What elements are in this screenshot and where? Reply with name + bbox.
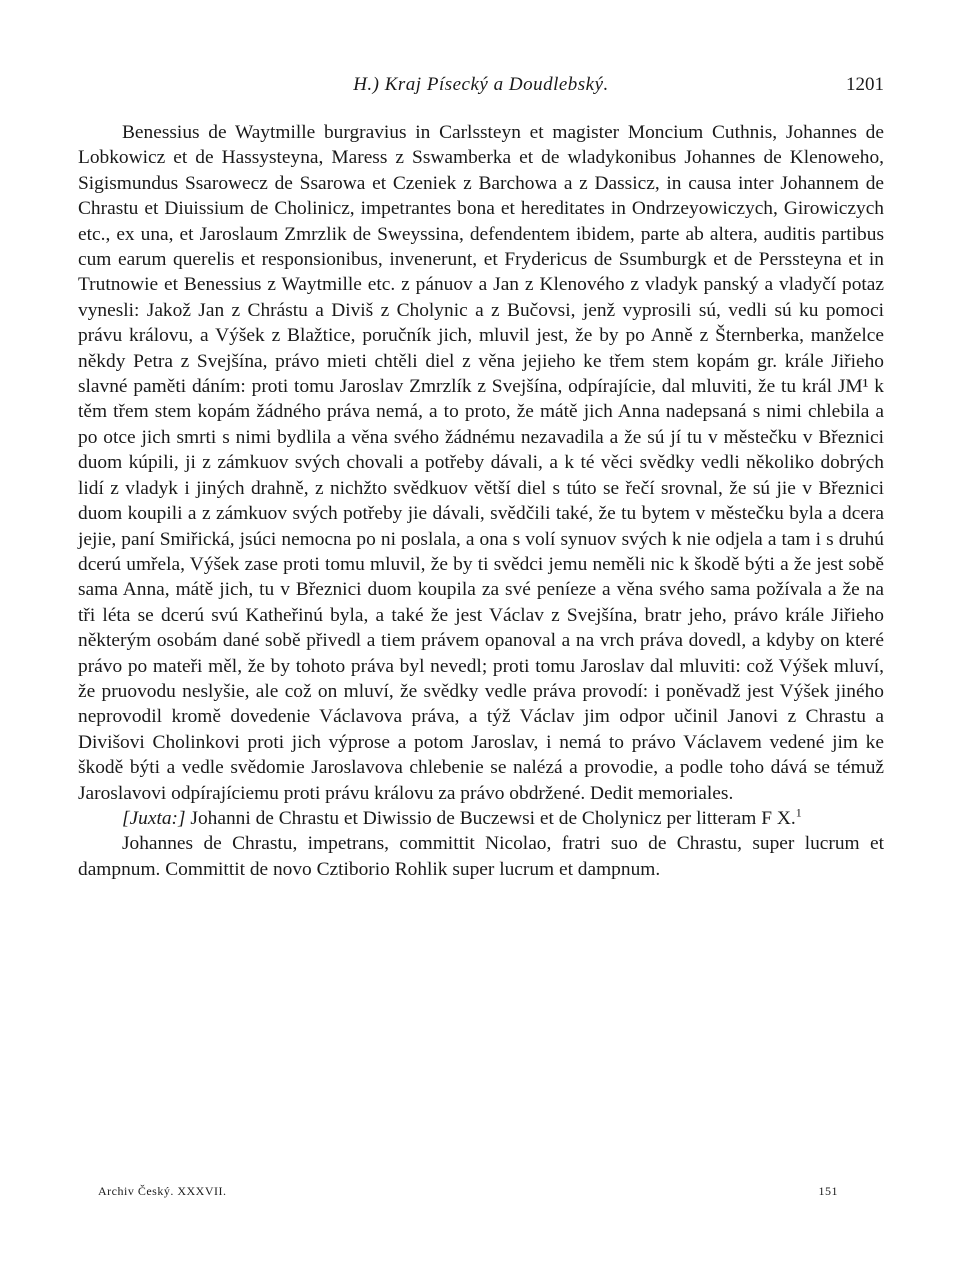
- paragraph-juxta: [78, 806, 884, 831]
- page-footer: [98, 1184, 838, 1204]
- sheet-number: 151: [818, 1184, 838, 1198]
- juxta-label: [Juxta:]: [122, 807, 186, 829]
- body-text: [78, 120, 884, 882]
- header-title: H.) Kraj Písecký a Doudlebský.: [353, 74, 609, 95]
- paragraph-verdict: Benessius de Waytmille burgravius in Carlssteyn et magister Moncium Cuthnis, Johannes de Lobkowicz et de Hassysteyna, Maress z Sswamberka et de wladykonibus Johannes de Klenoweho, Sigismundus Ssarowecz de Ssarowa et Czeniek z Barchowa a z Dassicz, in causa inter Johannem de Chrastu et Diuissium de Cholinicz, impetrantes bona et hereditates in Ondrzeyowiczych, Girowiczych etc., ex una, et Jaroslaum Zmrzlik de Sweyssina, defendentem ibidem, parte ab altera, auditis partibus cum earum querelis et responsionibus, invenerunt, et Frydericus de Ssumburgk et de Perssteyna et in Trutnowie et Benessius z Waytmille etc. z pánuov a Jan z Klenového z vladyk panský a vladyčí potaz vynesli: Jakož Jan z Chrástu a Diviš z Cholynic a z Bučovsi, jenž vyprosili sú, vedli sú ku pomoci právu královu, a Výšek z Blažtice, poručník jich, mluvil jest, že by po Anně z Šternberka, manželce někdy Petra z Svejšína, právo mieti chtěli diel z věna jejieho ke třem stem kopám gr. krále Jiřieho slavné paměti dáním: proti tomu Jaroslav Zmrzlík z Svejšína, odpírajície, dal mluviti, že tu král JM¹ k těm třem stem kopám žádného práva nemá, a to proto, že mátě jich Anna nadepsaná s nimi chlebila a po otce jich smrti s nimi bydlila a věna svého žádnému nezavadila a že sú jí tu v městečku v Březnici duom kúpili, ji z zámkuov svých chovali a potřeby dávali, a k té věci svědky vedli několiko dobrých lidí z vladyk i jiných drahně, z nichžto svědkuov větší diel s túto se řečí srovnal, že sú jie v Březnici duom koupili a z zámkuov svých potřeby jie dávali, svědčili také, že tu bytem v městečku byla a dcera jejie, paní Smiřická, jsúci nemocna po ni poslala, a ona s volí synuov svých k nie odjela a tam i s druhú dcerú umřela, Výšek zase proti tomu mluvil, že by ti svědci jemu neměli nic k škodě býti a že jest sobě sama Anna, mátě jich, tu v Březnici duom koupila za své peníeze a věna svého sama požívala a že na tři léta se dcerú svú Katheřinú byla, a také že jest Václav z Svejšína, bratr jeho, právo krále Jiřieho některým osobám dané sobě přivedl a tiem právem opanoval a na vrch práva dovedl, a kdyby on které právo po mateři měl, že by tohoto práva byl nevedl; proti tomu Jaroslav dal mluviti: což Výšek mluví, že pruovodu neslyšie, ale což on mluví, že svědky vedle práva provodí: i poněvadž jest Výšek jiného neprovodil kromě dovedenie Václavova práva, a týž Václav jim odpor učinil Janovi z Chrastu a Divišovi Cholinkovi proti jich výprose a potom Jaroslav, i nemá to právo Václavem vedené jim ke škodě býti a vedle svědomie Jaroslavova chlebenie se nalézá a provodie, a podle toho dává se témuž Jaroslavovi odpírajíciemu proti právu královu za právo obdržené. Dedit memoriales.: [78, 122, 884, 804]
- printer-signature: Archiv Český. XXXVII.: [98, 1184, 227, 1198]
- page-number: 1201: [846, 74, 884, 95]
- juxta-text: Johanni de Chrastu et Diwissio de Buczewsi et de Cholynicz per litteram F X.: [190, 807, 796, 829]
- paragraph-commission: Johannes de Chrastu, impetrans, committit Nicolao, fratri suo de Chrastu, super lucrum et dampnum. Committit de novo Cztiborio Rohlik super lucrum et dampnum.: [78, 833, 884, 880]
- running-header: [78, 74, 884, 102]
- footnote-marker: 1: [795, 805, 802, 820]
